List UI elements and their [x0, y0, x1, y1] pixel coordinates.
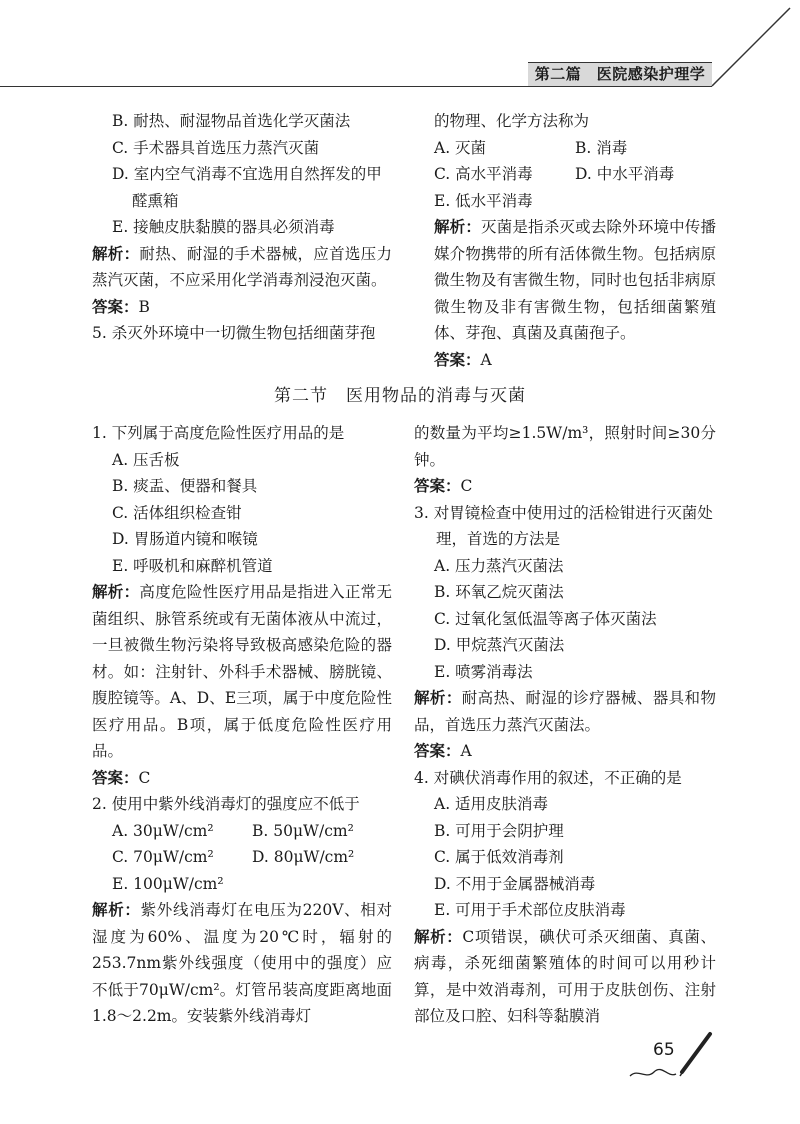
question-5-continued: 的物理、化学方法称为: [434, 112, 590, 130]
q3-option-c: C. 过氧化氢低温等离子体灭菌法: [434, 609, 657, 628]
q1-option-c: C. 活体组织检查钳: [112, 503, 242, 522]
q1-option-d: D. 胃肠道内镜和喉镜: [112, 530, 258, 548]
q4-option-c: C. 属于低效消毒剂: [434, 848, 564, 866]
answer-value: A: [480, 350, 492, 369]
option-e: E. 低水平消毒: [434, 191, 533, 210]
q2-option-a: A. 30μW/cm²: [112, 821, 214, 840]
answer-label: 答案：: [92, 297, 139, 316]
q1-option-e: E. 呼吸机和麻醉机管道: [112, 556, 273, 575]
analysis-text: 耐高热、耐湿的诊疗器械、器具和物品，首选压力蒸汽灭菌法。: [414, 689, 716, 734]
header-rule: [0, 86, 712, 87]
question-2: 2. 使用中紫外线消毒灯的强度应不低于: [92, 795, 360, 813]
q4-option-a: A. 适用皮肤消毒: [434, 795, 549, 813]
q2-analysis-block: [92, 897, 392, 1030]
q3-option-a: A. 压力蒸汽灭菌法: [434, 556, 564, 575]
analysis-label: 解析：: [92, 901, 141, 919]
answer-value: B: [138, 297, 150, 316]
q1-option-a: A. 压舌板: [112, 450, 180, 469]
q1-answer-block: [92, 765, 392, 792]
option-d: D. 中水平消毒: [575, 165, 675, 183]
analysis-label: 解析：: [414, 927, 463, 946]
analysis-label: 解析：: [92, 244, 140, 263]
answer-label: 答案：: [92, 768, 139, 787]
question-3: 3. 对胃镜检查中使用过的活检钳进行灭菌处理，首选的方法是: [414, 503, 713, 548]
page-number: 65: [653, 1040, 675, 1060]
option-e: E. 接触皮肤黏膜的器具必须消毒: [112, 218, 335, 236]
q3-option-d: D. 甲烷蒸汽灭菌法: [434, 636, 565, 654]
q3-option-e: E. 喷雾消毒法: [434, 662, 533, 681]
option-c: C. 手术器具首选压力蒸汽灭菌: [112, 138, 320, 157]
q2-continued: 的数量为平均≥1.5W/m³，照射时间≥30分钟。: [414, 424, 716, 469]
section-title: 第二节 医用物品的消毒与灭菌: [274, 386, 526, 406]
top-left-column: [92, 108, 392, 347]
analysis-text: 灭菌是指杀灭或去除外环境中传播媒介物携带的所有活体微生物。包括病原微生物及有害微生物，同时也包括非病原微生物及非有害微生物，包括细菌繁殖体、芽孢、真菌及真菌孢子。: [434, 218, 716, 342]
analysis-text: 紫外线消毒灯在电压为220V、相对湿度为60%、温度为20℃时，辐射的253.7nm紫外线强度（使用中的强度）应不低于70μW/cm²。灯管吊装高度距离地面1.8～2.2m。安装紫外线消毒灯: [92, 901, 392, 1025]
answer-block: [92, 294, 392, 321]
analysis-label: 解析：: [92, 583, 140, 601]
option-d: D. 室内空气消毒不宜选用自然挥发的甲醛熏箱: [112, 165, 382, 210]
answer-value: C: [138, 768, 151, 787]
analysis-block: [434, 214, 716, 347]
q3-answer-block: [414, 738, 716, 765]
q2-options-row-cd: [112, 844, 392, 871]
analysis-text: 高度危险性医疗用品是指进入正常无菌组织、脉管系统或有无菌体液从中流过，一旦被微生物污染将导致极高感染危险的器材。如：注射针、外科手术器械、膀胱镜、腹腔镜等。A、D、E三项，属于中度危险性医疗用品。B项，属于低度危险性医疗用品。: [92, 583, 392, 760]
q2-options-row-ab: [112, 818, 392, 845]
option-a: A. 灭菌: [434, 138, 487, 157]
option-b: B. 消毒: [575, 138, 628, 157]
answer-value: A: [460, 742, 472, 760]
q2-option-b: B. 50μW/cm²: [252, 821, 354, 840]
q2-option-d: D. 80μW/cm²: [252, 848, 355, 866]
q1-analysis-block: [92, 579, 392, 765]
answer-block: [434, 347, 716, 374]
options-row-ab: [434, 135, 716, 162]
q4-option-e: E. 可用于手术部位皮肤消毒: [434, 901, 626, 919]
q2-option-c: C. 70μW/cm²: [112, 848, 214, 866]
q3-analysis-block: [414, 685, 716, 738]
analysis-label: 解析：: [414, 689, 462, 707]
left-column: [92, 420, 392, 1030]
answer-label: 答案：: [414, 742, 461, 760]
answer-label: 答案：: [414, 477, 461, 495]
answer-value: C: [460, 477, 473, 495]
top-right-column: [434, 108, 716, 373]
option-c: C. 高水平消毒: [434, 165, 533, 183]
q3-option-b: B. 环氧乙烷灭菌法: [434, 583, 564, 601]
analysis-block: [92, 241, 392, 294]
question-5: 5. 杀灭外环境中一切微生物包括细菌芽孢: [92, 324, 376, 342]
q4-analysis-block: [414, 924, 716, 1030]
q1-option-b: B. 痰盂、便器和餐具: [112, 477, 258, 495]
q2-option-e: E. 100μW/cm²: [112, 874, 224, 893]
q2-answer-block: [414, 473, 716, 500]
option-b: B. 耐热、耐湿物品首选化学灭菌法: [112, 112, 351, 130]
answer-label: 答案：: [434, 350, 481, 369]
analysis-text: 耐热、耐湿的手术器械，应首选压力蒸汽灭菌，不应采用化学消毒剂浸泡灭菌。: [92, 244, 392, 289]
q4-option-d: D. 不用于金属器械消毒: [434, 874, 596, 893]
question-1: 1. 下列属于高度危险性医疗用品的是: [92, 424, 345, 442]
running-header: 第二篇 医院感染护理学: [534, 65, 706, 83]
analysis-text: C项错误，碘伏可杀灭细菌、真菌、病毒，杀死细菌繁殖体的时间可以用秒计算，是中效消毒剂，可用于皮肤创伤、注射部位及口腔、妇科等黏膜消: [414, 927, 716, 1025]
options-row-cd: [434, 161, 716, 188]
question-4: 4. 对碘伏消毒作用的叙述，不正确的是: [414, 768, 682, 787]
right-column: [414, 420, 716, 1030]
analysis-label: 解析：: [434, 218, 482, 236]
q4-option-b: B. 可用于会阴护理: [434, 821, 564, 840]
